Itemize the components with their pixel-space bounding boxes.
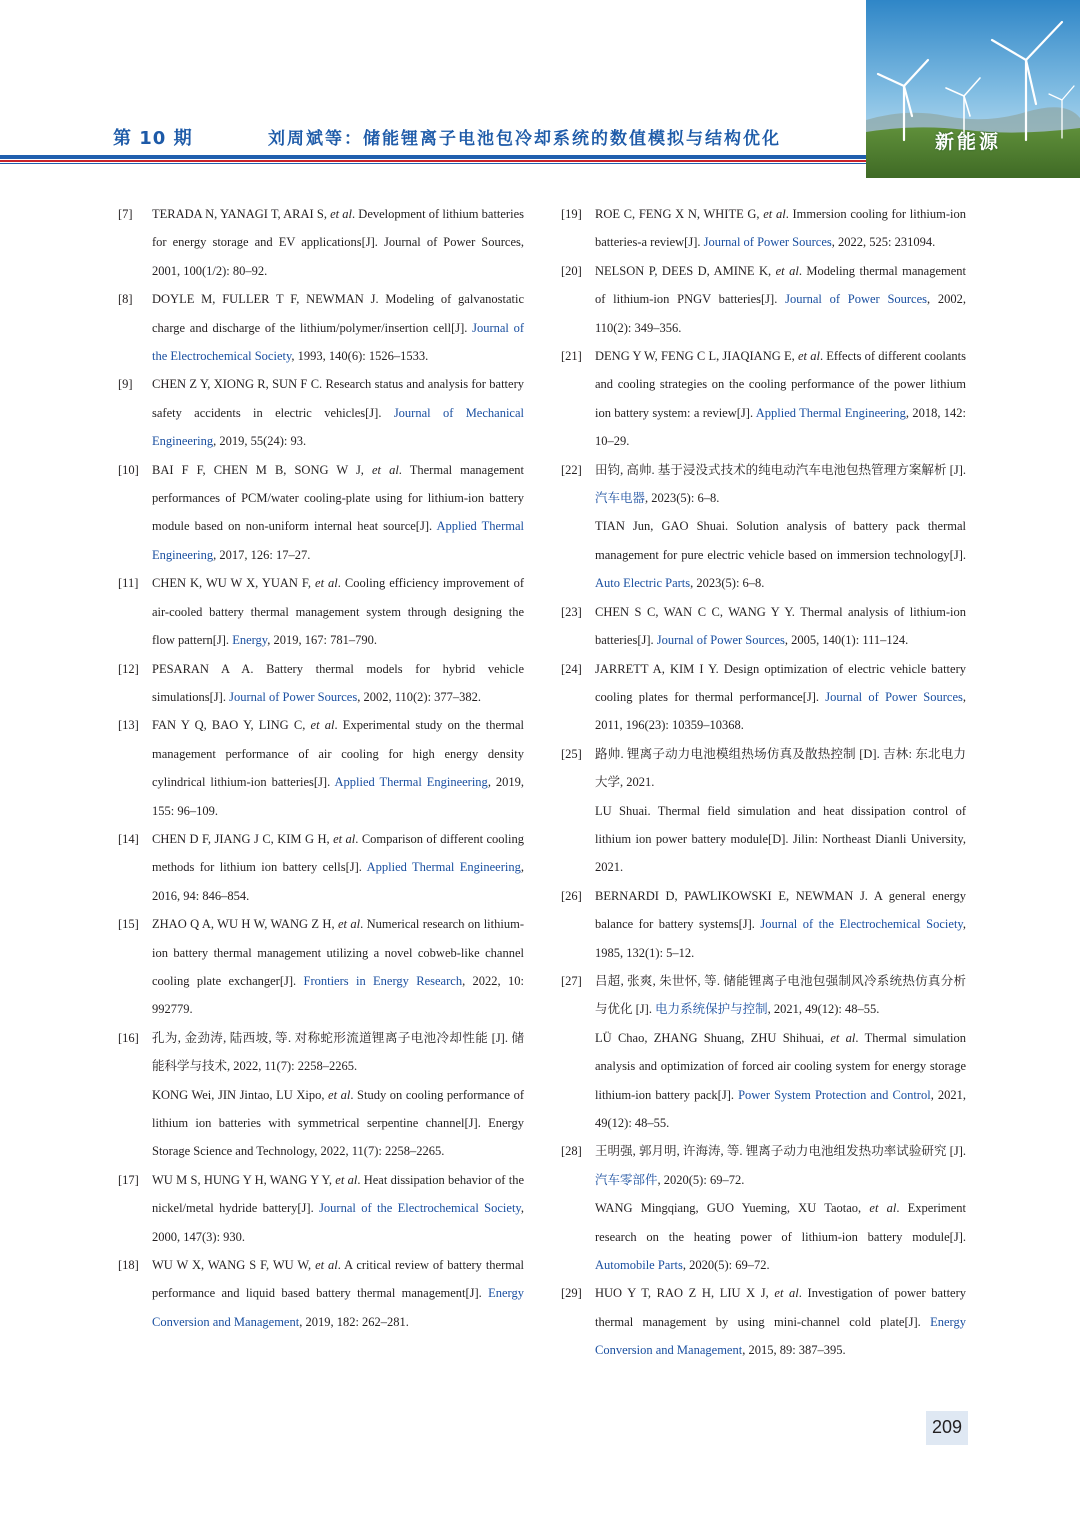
reference-segment: , 2022, 10: 992779. xyxy=(152,973,524,1017)
header-rule-thin xyxy=(0,163,866,164)
reference-link[interactable]: Applied Thermal Engineering xyxy=(152,519,524,562)
reference-segment: BERNARDI D, PAWLIKOWSKI E, NEWMAN J. A general energy balance for battery systems[J]. xyxy=(595,888,966,932)
reference-text xyxy=(152,1081,524,1166)
reference-segment: . Investigation of power battery thermal management by using mini-channel cold plate[J]. xyxy=(595,1286,967,1329)
reference-number: [25] xyxy=(561,746,582,761)
reference-entry xyxy=(118,910,524,1024)
header-rule-blue xyxy=(0,155,866,159)
reference-segment: WANG Mingqiang, GUO Yueming, XU Taotao, xyxy=(595,1201,870,1216)
reference-text xyxy=(152,910,524,1024)
reference-link[interactable]: Journal of Power Sources xyxy=(703,235,832,250)
reference-segment: JARRETT A, KIM I Y. Design optimization of electric vehicle battery cooling plates for thermal performance[J]. xyxy=(595,661,966,704)
reference-text xyxy=(595,257,966,342)
reference-text xyxy=(595,512,966,597)
reference-number: [26] xyxy=(561,888,582,903)
reference-entry xyxy=(561,882,966,967)
reference-text xyxy=(595,740,966,797)
reference-number: [7] xyxy=(118,207,133,221)
reference-segment: CHEN D F, JIANG J C, KIM G H, xyxy=(152,831,334,846)
reference-text xyxy=(152,1024,524,1081)
reference-segment: , 2023(5): 6–8. xyxy=(645,491,720,506)
reference-link[interactable]: Journal of Power Sources xyxy=(825,689,963,704)
reference-text xyxy=(595,655,966,740)
reference-number xyxy=(561,1194,595,1279)
reference-segment: DENG Y W, FENG C L, JIAQIANG E, xyxy=(595,349,798,364)
reference-segment: . Modeling thermal management of lithium-ion PNGV batteries[J]. xyxy=(595,263,967,307)
reference-segment: , 2002, 110(2): 377–382. xyxy=(357,689,482,704)
reference-segment: , 2021, 49(12): 48–55. xyxy=(767,1002,880,1017)
reference-text xyxy=(152,285,524,370)
reference-number: [19] xyxy=(561,207,582,221)
reference-link[interactable]: Journal of the Electrochemical Society xyxy=(319,1201,521,1216)
reference-segment: . Immersion cooling for lithium-ion batteries-a review[J]. xyxy=(595,207,967,250)
reference-entry xyxy=(118,711,524,825)
reference-segment: . Effects of different coolants and cooling strategies on the cooling performance of the power lithium ion battery system: a review[J]. xyxy=(595,349,966,420)
reference-entry xyxy=(561,655,966,740)
reference-entry xyxy=(118,1251,524,1336)
reference-link[interactable]: Energy Conversion and Management xyxy=(152,1286,524,1329)
page-number: 209 xyxy=(932,1417,963,1437)
reference-segment: 王明强, 郭月明, 许海涛, 等. 锂离子动力电池组发热功率试验研究 [J]. xyxy=(595,1144,966,1159)
reference-text xyxy=(152,711,524,825)
reference-entry xyxy=(118,285,524,370)
reference-segment: , 2005, 140(1): 111–124. xyxy=(784,633,909,648)
reference-number: [23] xyxy=(561,604,582,619)
reference-segment: , 2019, 55(24): 93. xyxy=(213,434,307,449)
reference-segment: . Study on cooling performance of lithium ion batteries with symmetrical serpentine channel[J]. Energy Storage Science and Technology, 2022, 11(7): 2258–2265. xyxy=(152,1087,525,1159)
reference-link[interactable]: Auto Electric Parts xyxy=(595,576,691,591)
reference-entry xyxy=(561,200,966,257)
reference-segment: , 1993, 140(6): 1526–1533. xyxy=(291,349,429,364)
reference-link[interactable]: Frontiers in Energy Research xyxy=(303,973,463,988)
reference-entry xyxy=(561,598,966,655)
reference-segment: KONG Wei, JIN Jintao, LU Xipo, xyxy=(152,1087,329,1102)
reference-segment: 孔为, 金劲涛, 陆西坡, 等. 对称蛇形流道锂离子电池冷却性能 [J]. 储能科学与技术, 2022, 11(7): 2258–2265. xyxy=(152,1030,524,1074)
reference-segment: DOYLE M, FULLER T F, NEWMAN J. Modeling of galvanostatic charge and discharge of the lithium/polymer/insertion cell[J]. xyxy=(152,292,524,335)
reference-segment: , 2023(5): 6–8. xyxy=(690,576,765,591)
reference-segment: 路帅. 锂离子动力电池模组热场仿真及散热控制 [D]. 吉林: 东北电力大学, 2021. xyxy=(595,746,966,790)
reference-entry xyxy=(561,1024,966,1138)
reference-number: [11] xyxy=(118,576,139,591)
reference-link[interactable]: Journal of the Electrochemical Society xyxy=(760,917,963,932)
reference-number: [13] xyxy=(118,718,139,733)
reference-text xyxy=(152,200,524,285)
reference-segment: BAI F F, CHEN M B, SONG W J, xyxy=(152,462,372,477)
reference-segment: . Heat dissipation behavior of the nickel/metal hydride battery[J]. xyxy=(152,1172,525,1216)
page-header xyxy=(0,0,1080,180)
reference-link[interactable]: 汽车零部件 xyxy=(595,1172,658,1187)
reference-text xyxy=(595,1137,966,1194)
issue-number: 第 10 期 xyxy=(113,128,193,149)
reference-number: [24] xyxy=(561,661,582,676)
reference-segment: , 2000, 147(3): 930. xyxy=(152,1201,524,1244)
reference-segment: , 2018, 142: 10–29. xyxy=(595,405,966,449)
et-al-text: et al xyxy=(328,1087,351,1102)
running-title: 刘周斌等：储能锂离子电池包冷却系统的数值模拟与结构优化 xyxy=(268,129,781,149)
reference-entry xyxy=(561,342,966,456)
reference-text xyxy=(595,598,966,655)
reference-segment: , 2019, 155: 96–109. xyxy=(152,775,524,818)
reference-segment: , 2015, 89: 387–395. xyxy=(742,1343,846,1358)
reference-segment: ROE C, FENG X N, WHITE G, xyxy=(595,207,764,221)
reference-segment: CHEN Z Y, XIONG R, SUN F C. Research status and analysis for battery safety accidents in electric vehicles[J]. xyxy=(152,377,524,420)
reference-segment: . Thermal management performances of PCM/water cooling-plate using for lithium-ion battery module based on non-uniform internal heat source[J]. xyxy=(152,462,524,534)
et-al-text: et al xyxy=(337,917,361,932)
reference-text xyxy=(152,456,524,570)
reference-link[interactable]: Journal of the Electrochemical Society xyxy=(152,320,524,364)
reference-link[interactable]: Applied Thermal Engineering xyxy=(366,860,521,875)
reference-segment: . Comparison of different cooling methods for lithium ion battery cells[J]. xyxy=(152,831,524,875)
reference-link[interactable]: Journal of Power Sources xyxy=(656,633,785,648)
reference-entry xyxy=(118,370,524,455)
reference-entry xyxy=(118,655,524,712)
et-al-text: et al xyxy=(774,1286,799,1301)
reference-text xyxy=(595,797,966,882)
reference-entry xyxy=(561,740,966,797)
reference-link[interactable]: Journal of Mechanical Engineering xyxy=(152,405,524,449)
reference-segment: FAN Y Q, BAO Y, LING C, xyxy=(152,718,311,733)
reference-segment: . Numerical research on lithium-ion battery thermal management utilizing a novel cobweb-like channel cooling plate exchanger[J]. xyxy=(152,917,524,988)
reference-segment: TIAN Jun, GAO Shuai. Solution analysis of battery pack thermal management for pure electric vehicle based on immersion technology[J]. xyxy=(595,519,966,562)
reference-segment: LÜ Chao, ZHANG Shuang, ZHU Shihuai, xyxy=(595,1030,831,1045)
reference-segment: TERADA N, YANAGI T, ARAI S, xyxy=(152,207,331,221)
reference-number xyxy=(561,512,595,597)
reference-segment: CHEN K, WU W X, YUAN F, xyxy=(152,576,316,591)
reference-segment: . Cooling efficiency improvement of air-cooled battery thermal management system through designing the flow pattern[J]. xyxy=(152,576,525,648)
reference-number xyxy=(118,1081,152,1166)
reference-segment: , 2019, 167: 781–790. xyxy=(267,633,377,648)
reference-number: [16] xyxy=(118,1030,139,1045)
et-al-text: et al xyxy=(333,831,356,846)
reference-entry xyxy=(561,456,966,513)
reference-segment: HUO Y T, RAO Z H, LIU X J, xyxy=(595,1286,775,1301)
et-al-text: et al xyxy=(310,718,335,733)
et-al-text: et al xyxy=(315,576,338,591)
reference-link[interactable]: Automobile Parts xyxy=(595,1258,683,1273)
reference-text xyxy=(595,456,966,513)
reference-number: [22] xyxy=(561,462,582,477)
reference-entry xyxy=(561,1137,966,1194)
et-al-text: et al xyxy=(763,207,786,221)
reference-segment: 田钧, 高帅. 基于浸没式技术的纯电动汽车电池包热管理方案解析 [J]. xyxy=(595,462,966,477)
reference-number: [10] xyxy=(118,462,139,477)
reference-segment: . Development of lithium batteries for energy storage and EV applications[J]. Journal of Power Sources, 2001, 100(1/2): 80–92. xyxy=(152,207,524,278)
reference-entry xyxy=(118,1166,524,1251)
et-al-text: et al xyxy=(869,1201,897,1216)
reference-entry xyxy=(118,1081,524,1166)
reference-number: [8] xyxy=(118,292,133,307)
section-label: 新能源 xyxy=(935,131,1002,153)
reference-link[interactable]: Journal of Power Sources xyxy=(785,292,928,307)
et-al-text: et al xyxy=(335,1172,358,1187)
reference-number xyxy=(561,797,595,882)
reference-segment: NELSON P, DEES D, AMINE K, xyxy=(595,263,776,278)
reference-segment: WU W X, WANG S F, WU W, xyxy=(152,1258,316,1273)
reference-text xyxy=(152,1251,524,1336)
reference-number: [12] xyxy=(118,661,139,676)
reference-segment: , 2011, 196(23): 10359–10368. xyxy=(595,689,966,733)
et-al-text: et al xyxy=(330,207,353,221)
reference-text xyxy=(152,1166,524,1251)
reference-entry xyxy=(561,1194,966,1279)
reference-segment: 吕超, 张爽, 朱世怀, 等. 储能锂离子电池包强制风冷系统热仿真分析与优化 [J]. xyxy=(595,973,966,1017)
et-al-text: et al xyxy=(315,1258,338,1273)
reference-entry xyxy=(561,967,966,1024)
reference-segment: , 1985, 132(1): 5–12. xyxy=(595,917,966,960)
reference-link[interactable]: Energy xyxy=(232,633,268,648)
reference-entry xyxy=(561,1279,966,1364)
reference-entry xyxy=(118,456,524,570)
reference-segment: , 2020(5): 69–72. xyxy=(657,1172,745,1187)
reference-number: [27] xyxy=(561,973,582,988)
reference-segment: , 2022, 525: 231094. xyxy=(831,235,936,250)
reference-segment: , 2002, 110(2): 349–356. xyxy=(595,292,967,335)
reference-text xyxy=(152,825,524,910)
et-al-text: et al xyxy=(775,263,799,278)
reference-text xyxy=(152,569,524,654)
reference-text xyxy=(595,967,966,1024)
reference-entry xyxy=(118,200,524,285)
reference-text xyxy=(152,655,524,712)
reference-text xyxy=(595,342,966,456)
reference-link[interactable]: Journal of Power Sources xyxy=(229,689,358,704)
reference-text xyxy=(595,200,966,257)
reference-number: [18] xyxy=(118,1258,139,1273)
reference-entry xyxy=(118,825,524,910)
reference-number: [29] xyxy=(561,1286,582,1301)
reference-number: [17] xyxy=(118,1172,139,1187)
reference-segment: . A critical review of battery thermal performance and liquid based battery thermal management[J]. xyxy=(152,1258,524,1301)
reference-segment: , 2016, 94: 846–854. xyxy=(152,860,524,903)
reference-segment: LU Shuai. Thermal field simulation and heat dissipation control of lithium ion power battery module[D]. Jilin: Northeast Dianli University, 2021. xyxy=(595,803,966,875)
reference-text xyxy=(595,1024,966,1138)
reference-text xyxy=(595,882,966,967)
reference-entry xyxy=(561,797,966,882)
reference-link[interactable]: Applied Thermal Engineering xyxy=(334,775,488,790)
reference-segment: WU M S, HUNG Y H, WANG Y Y, xyxy=(152,1172,336,1187)
reference-segment: . Thermal simulation analysis and optimization of forced air cooling system for energy storage lithium-ion battery pack[J]. xyxy=(595,1030,966,1102)
reference-segment: . Experiment research on the heating power of lithium-ion battery module[J]. xyxy=(595,1201,966,1244)
reference-link[interactable]: Applied Thermal Engineering xyxy=(755,405,906,420)
reference-segment: . Experimental study on the thermal management performance of air cooling for high energy density cylindrical lithium-ion batteries[J]. xyxy=(152,718,524,790)
reference-number: [15] xyxy=(118,917,139,932)
reference-text xyxy=(595,1279,966,1364)
reference-number: [20] xyxy=(561,263,582,278)
reference-link[interactable]: 电力系统保护与控制 xyxy=(655,1002,768,1017)
reference-number xyxy=(561,1024,595,1138)
reference-text xyxy=(595,1194,966,1279)
reference-segment: PESARAN A A. Battery thermal models for hybrid vehicle simulations[J]. xyxy=(152,661,524,704)
reference-link[interactable]: Energy Conversion and Management xyxy=(595,1314,966,1358)
reference-number: [9] xyxy=(118,377,133,392)
reference-link[interactable]: 汽车电器 xyxy=(595,491,646,506)
reference-number: [28] xyxy=(561,1144,582,1159)
reference-number: [21] xyxy=(561,349,582,364)
et-al-text: et al xyxy=(830,1030,856,1045)
reference-entry xyxy=(118,569,524,654)
reference-link[interactable]: Power System Protection and Control xyxy=(738,1087,931,1102)
et-al-text: et al xyxy=(797,349,820,364)
reference-segment: CHEN S C, WAN C C, WANG Y Y. Thermal analysis of lithium-ion batteries[J]. xyxy=(595,604,966,648)
reference-segment: , 2020(5): 69–72. xyxy=(682,1258,770,1273)
reference-entry xyxy=(118,1024,524,1081)
reference-number: [14] xyxy=(118,831,139,846)
reference-segment: , 2019, 182: 262–281. xyxy=(299,1314,409,1329)
et-al-text: et al xyxy=(372,462,399,477)
header-rule-red xyxy=(0,160,866,162)
references-right-column xyxy=(561,200,966,1365)
reference-entry xyxy=(561,512,966,597)
reference-entry xyxy=(561,257,966,342)
reference-segment: ZHAO Q A, WU H W, WANG Z H, xyxy=(152,917,338,932)
reference-text xyxy=(152,370,524,455)
reference-segment: , 2017, 126: 17–27. xyxy=(213,547,311,562)
reference-segment: , 2021, 49(12): 48–55. xyxy=(595,1087,966,1130)
references-left-column xyxy=(118,200,524,1336)
